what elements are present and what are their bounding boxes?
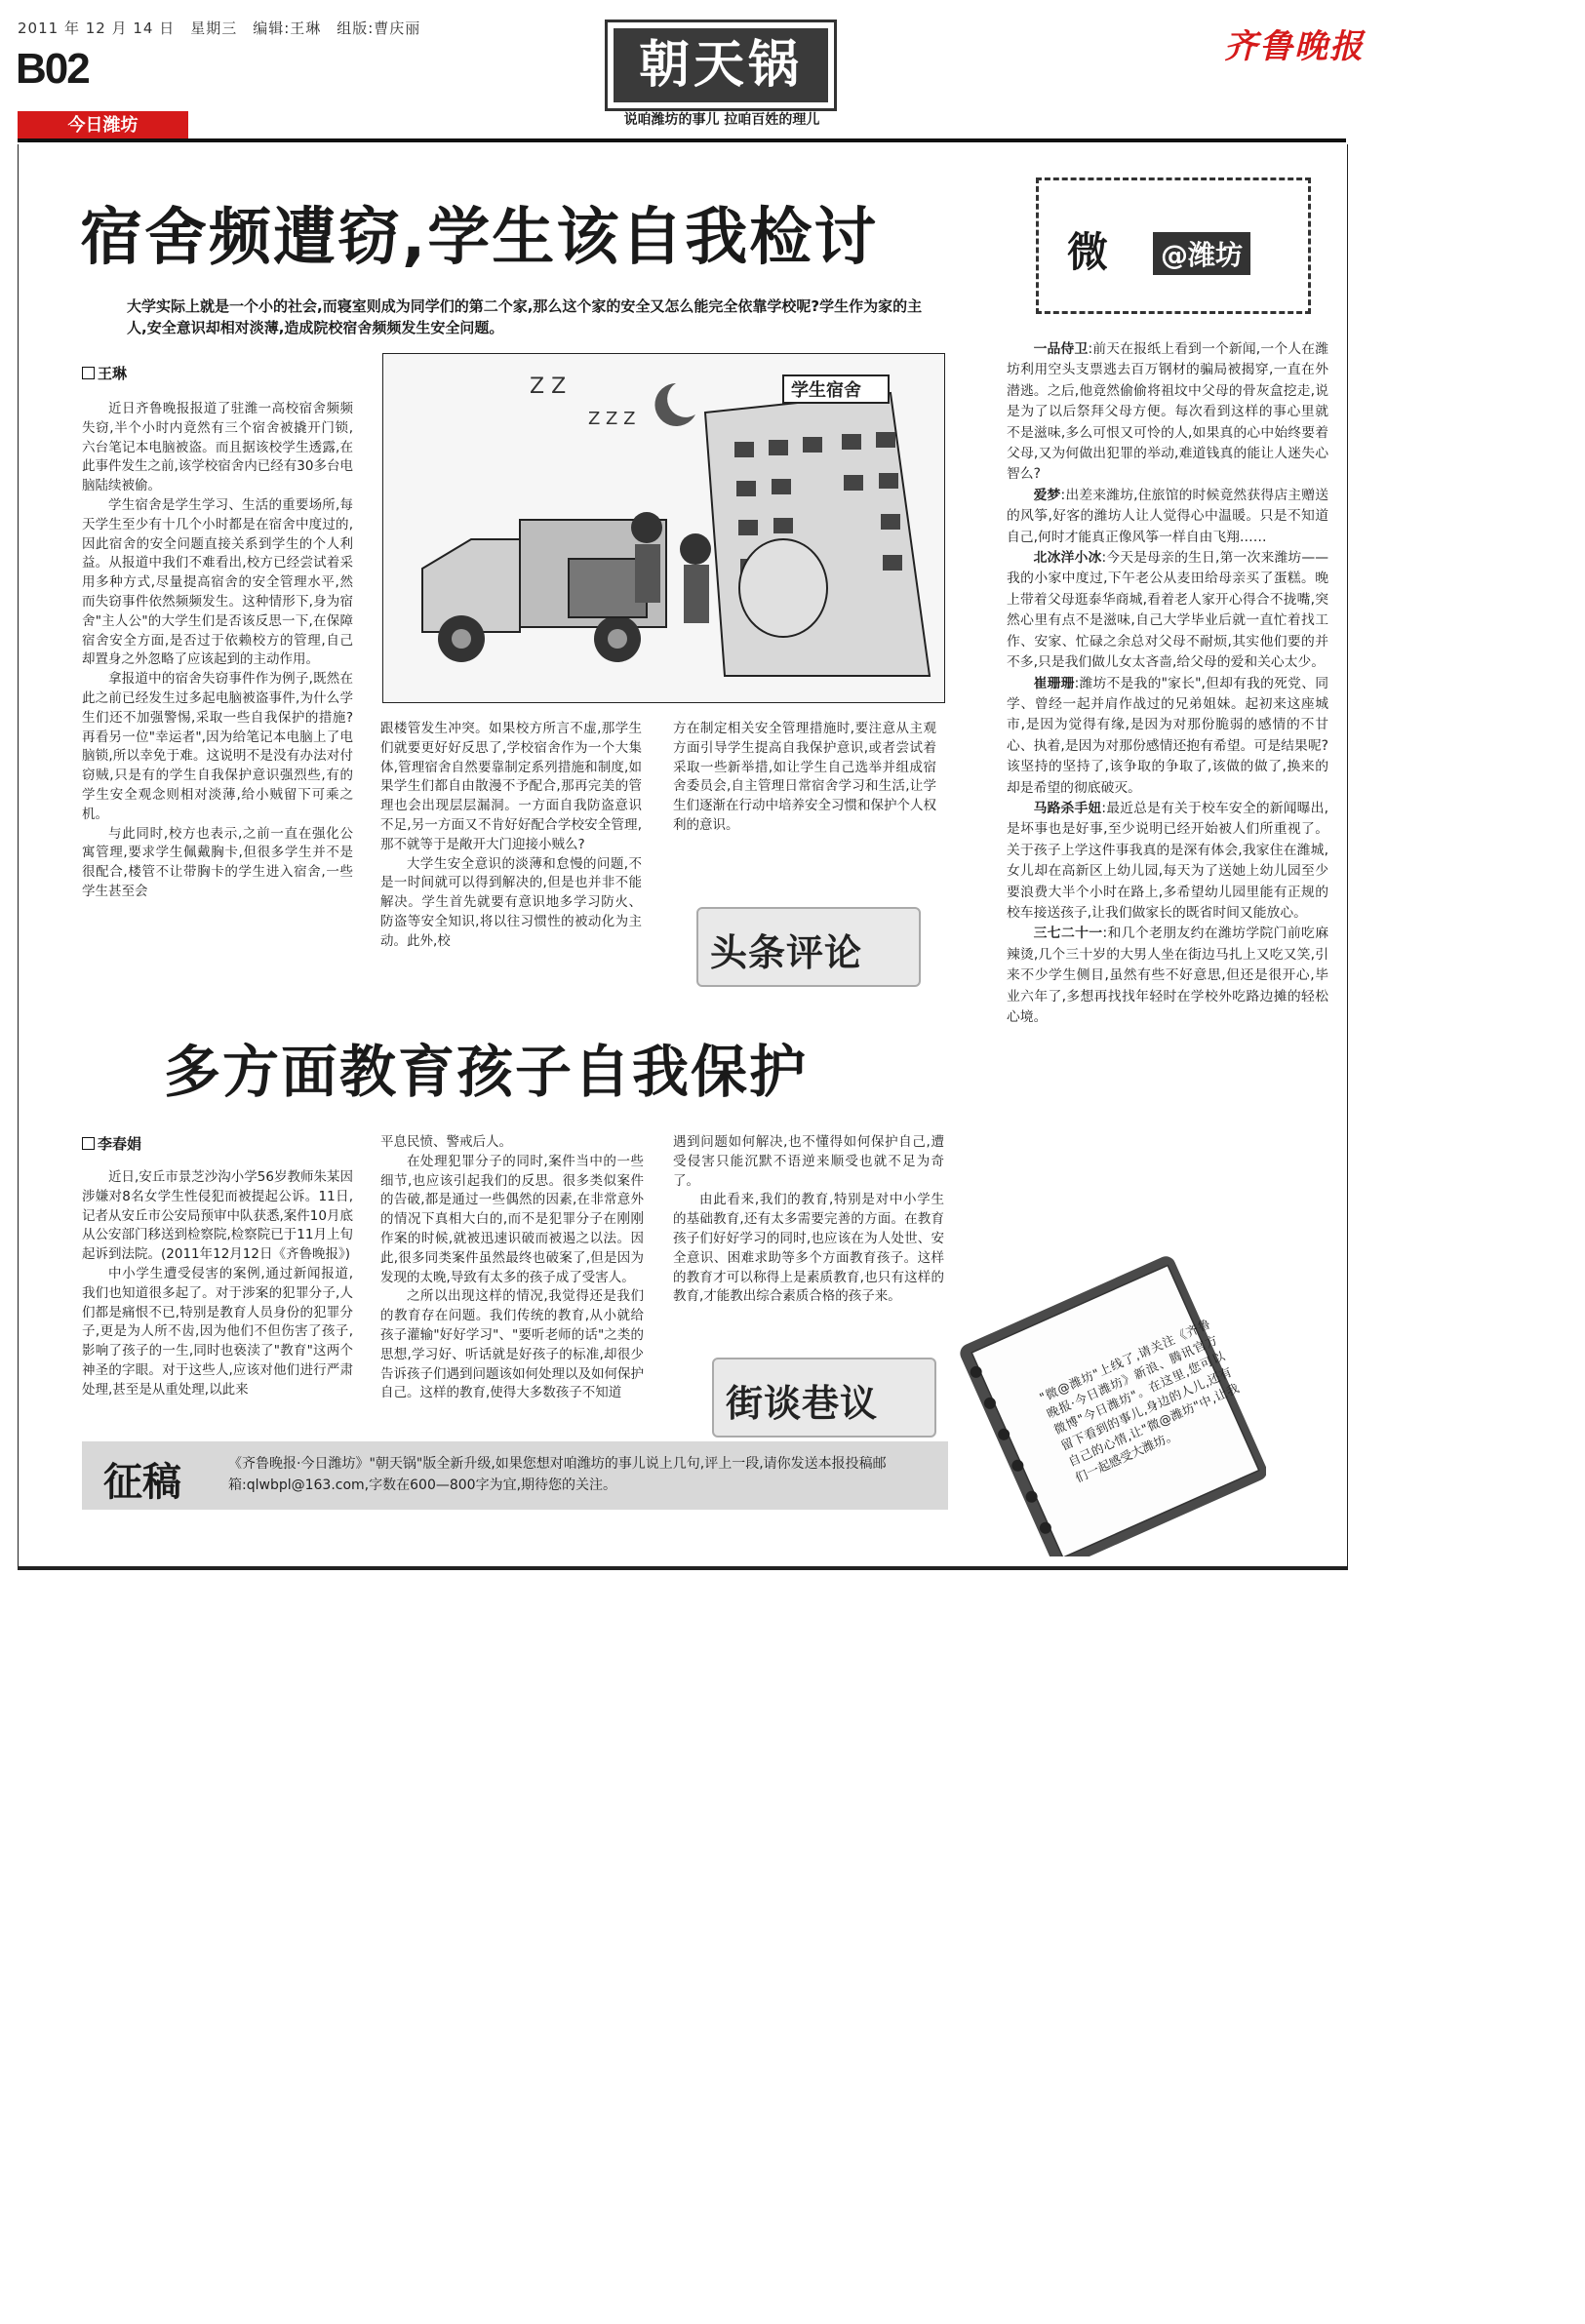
article2-col2 bbox=[380, 1133, 644, 1403]
paragraph: 学生宿舍是学生学习、生活的重要场所,每天学生至少有十几个小时都是在宿舍中度过的,因此宿舍的安全问题直接关系到学生的个人利益。从报道中我们不难看出,校方已经尝试着采用多种方式,尽量提高宿舍的安全管理水平,然而失窃事件依然频频发生。这种情形下,身为宿舍"主人公"的大学生们是否该反思一下,在保障宿舍安全方面,是否过于依赖校方的管理,自己却置身之外忽略了应该起到的主动作用。 bbox=[82, 496, 353, 668]
post-author: 北冰洋小冰 bbox=[1033, 550, 1102, 567]
building-sign: 学生宿舍 bbox=[791, 380, 861, 401]
svg-text:Z Z Z: Z Z Z bbox=[588, 409, 636, 429]
paragraph: 平息民愤、警戒后人。 bbox=[380, 1134, 512, 1150]
post-author: 马路杀手妞 bbox=[1033, 800, 1102, 816]
weibo-post bbox=[1007, 339, 1328, 486]
call-for-papers-text: 《齐鲁晚报·今日潍坊》"朝天锅"版全新升级,如果您想对咱潍坊的事儿说上几句,评上一段,请你发送本报投稿邮箱:qlwbpl@163.com,字数在600—800字为宜,期待您的关注。 bbox=[228, 1456, 887, 1493]
article1-headline: 宿舍频遭窃,学生该自我检讨 bbox=[80, 202, 879, 274]
paragraph: 由此看来,我们的教育,特别是对中小学生的基础教育,还有太多需要完善的方面。在教育孩子们好好学习的同时,也应该在为人处世、安全意识、困难求助等多个方面教育孩子。这样的教育才可以称得上是素质教育,也只有这样的教育,才能教出综合素质合格的孩子来。 bbox=[673, 1192, 944, 1305]
paragraph: 跟楼管发生冲突。如果校方所言不虚,那学生们就要更好好反思了,学校宿舍作为一个大集体,管理宿舍自然要靠制定系列措施和制度,如果学生们都自由散漫不予配合,那再完美的管理也会出现层层漏洞。一方面自我防盗意识不足,另一方面又不肯好好配合学校安全管理,那不就等于是敞开大门迎接小贼么? bbox=[380, 721, 642, 852]
post-text: :前天在报纸上看到一个新闻,一个人在潍坊利用空头支票逃去百万钢材的骗局被揭穿,一直在外潜逃。之后,他竟然偷偷将祖坟中父母的骨灰盒挖走,说是为了以后祭拜父母方便。每次看到这样的事心里就不是滋味,多么可恨又可怜的人,如果真的心中始终要着父母,又为何做出犯罪的举动,难道钱真的能让人迷失心智么? bbox=[1007, 341, 1328, 483]
header-rule bbox=[18, 138, 1346, 142]
paragraph: 近日,安丘市景芝沙沟小学56岁教师朱某因涉嫌对8名女学生性侵犯而被提起公诉。11日,记者从安丘市公安局预审中队获悉,案件10月底从公安部门移送到检察院,检察院已于11月上旬起诉到法院。(2011年12月12日《齐鲁晚报》) bbox=[82, 1169, 353, 1263]
newspaper-masthead: 齐鲁晚报 bbox=[1224, 27, 1365, 66]
article1-col1 bbox=[82, 400, 353, 902]
headline-comment-badge bbox=[696, 907, 921, 987]
paragraph: 之所以出现这样的情况,我觉得还是我们的教育存在问题。我们传统的教育,从小就给孩子灌输"好好学习"、"要听老师的话"之类的思想,学习好、听话就是好孩子的标准,却很少告诉孩子们遇到问题该如何处理以及如何保护自己。这样的教育,使得大多数孩子不知道 bbox=[380, 1288, 644, 1401]
weibo-post bbox=[1007, 674, 1328, 799]
weibo-post bbox=[1007, 924, 1328, 1028]
stamp-label: @潍坊 bbox=[1153, 232, 1250, 275]
byline-square-icon bbox=[82, 367, 95, 379]
call-for-papers-title: 征稿 bbox=[103, 1459, 181, 1505]
weibo-stamp bbox=[1036, 177, 1311, 314]
article2-author: 李春娟 bbox=[98, 1135, 142, 1153]
article2-col1 bbox=[82, 1168, 353, 1400]
post-text: :潍坊不是我的"家长",但却有我的死党、同学、曾经一起并肩作战过的兄弟姐妹。起初来这座城市,是因为觉得有缘,是因为对那份脆弱的感情的不甘心、执着,是因为对那份感情还抱有希望。可是结果呢?该坚持的坚持了,该争取的争取了,该做的做了,换来的却是希望的彻底破灭。 bbox=[1007, 675, 1329, 796]
badge-label: 街谈巷议 bbox=[726, 1381, 879, 1425]
post-text: :出差来潍坊,住旅馆的时候竟然获得店主赠送的风筝,好客的潍坊人让人觉得心中温暖。只是不知道自己,何时才能真正像风筝一样自由飞翔…… bbox=[1007, 487, 1329, 545]
section-tab: 今日潍坊 bbox=[18, 111, 188, 140]
paragraph: 在处理犯罪分子的同时,案件当中的一些细节,也应该引起我们的反思。很多类似案件的告破,都是通过一些偶然的因素,在非常意外的情况下真相大白的,而不是犯罪分子在刚刚作案的时候,就被迅速识破而被遏之以法。因此,很多同类案件虽然最终也破案了,但是因为发现的太晚,导致有太多的孩子成了受害人。 bbox=[380, 1153, 644, 1285]
notebook-text: "微@潍坊"上线了,请关注《齐鲁晚报·今日潍坊》新浪、腾讯官方微博"今日潍坊"。在这里,您可以留下看到的事儿,身边的人儿,还有自己的心情,让"微@潍坊"中,让我们一起感受大潍坊。 bbox=[1037, 1316, 1242, 1485]
page-number: B02 bbox=[16, 45, 89, 93]
article1-byline bbox=[82, 363, 127, 383]
post-author: 崔珊珊 bbox=[1033, 675, 1075, 691]
column-name: 朝天锅 bbox=[614, 28, 828, 102]
post-text: :今天是母亲的生日,第一次来潍坊——我的小家中度过,下午老公从麦田给母亲买了蛋糕。晚上带着父母逛泰华商城,看着老人家开心得合不拢嘴,突然心里有点不是滋味,自己大学毕业后就一直忙着找工作、安家、忙碌之余总对父母不耐烦,其实他们要的并不多,只是我们做儿女太吝啬,给父母的爱和关心太少。 bbox=[1007, 550, 1328, 671]
paragraph: 方在制定相关安全管理措施时,要注意从主观方面引导学生提高自我保护意识,或者尝试着采取一些新举措,如让学生自己选举并组成宿舍委员会,自主管理日常宿舍学习和生活,让学生们逐渐在行动中培养安全习惯和保护个人权利的意识。 bbox=[673, 721, 936, 833]
paragraph: 近日齐鲁晚报报道了驻潍一高校宿舍频频失窃,半个小时内竟然有三个宿舍被撬开门锁,六台笔记本电脑被盗。而且据该校学生透露,在此事件发生之前,该学校宿舍内已经有30多台电脑陆续被偷。 bbox=[82, 401, 353, 494]
column-logo bbox=[605, 20, 837, 111]
paragraph: 中小学生遭受侵害的案例,通过新闻报道,我们也知道很多起了。对于涉案的犯罪分子,人们都是痛恨不已,特别是教育人员身份的犯罪分子,更是为人所不齿,因为他们不但伤害了孩子,影响了孩子的一生,同时也亵渎了"教育"这两个神圣的字眼。对于这些人,应该对他们进行严肃处理,甚至是从重处理,以此来 bbox=[82, 1265, 353, 1398]
article2-headline: 多方面教育孩子自我保护 bbox=[164, 1039, 809, 1105]
article2-col3 bbox=[673, 1133, 944, 1307]
article2-byline bbox=[82, 1133, 141, 1154]
svg-text:Z Z: Z Z bbox=[530, 374, 567, 399]
weibo-post bbox=[1007, 548, 1328, 673]
byline-square-icon bbox=[82, 1137, 95, 1150]
post-author: 三七二十一 bbox=[1033, 926, 1103, 942]
article1-col2 bbox=[380, 720, 642, 952]
article1-col3 bbox=[673, 720, 936, 836]
weibo-post bbox=[1007, 486, 1328, 548]
date-editor-line: 2011 年 12 月 14 日 星期三 编辑:王琳 组版:曹庆丽 bbox=[18, 20, 421, 37]
column-slogan: 说咱潍坊的事儿 拉咱百姓的理儿 bbox=[623, 112, 820, 128]
street-talk-badge bbox=[712, 1358, 936, 1438]
weibo-post bbox=[1007, 799, 1328, 924]
weibo-posts bbox=[1007, 339, 1328, 1028]
paragraph: 拿报道中的宿舍失窃事件作为例子,既然在此之前已经发生过多起电脑被盗事件,为什么学生们还不加强警惕,采取一些自我保护的措施?再看另一位"幸运者",因为给笔记本电脑上了电脑锁,所以幸免于难。这说明不是没有办法对付窃贼,只是有的学生自我保护意识强烈些,有的学生安全观念则相对淡薄,给小贼留下可乘之机。 bbox=[82, 671, 353, 822]
call-for-papers-bar bbox=[82, 1441, 948, 1510]
badge-label: 头条评论 bbox=[710, 930, 863, 974]
article1-illustration bbox=[382, 353, 945, 703]
article1-author: 王琳 bbox=[98, 365, 128, 382]
post-author: 爱梦 bbox=[1033, 487, 1061, 503]
paragraph: 与此同时,校方也表示,之前一直在强化公寓管理,要求学生佩戴胸卡,但很多学生并不是很配合,楼管不让带胸卡的学生进入宿舍,一些学生甚至会 bbox=[82, 825, 353, 899]
weibo-notebook bbox=[944, 1254, 1266, 1556]
dormitory-theft-cartoon bbox=[383, 354, 944, 702]
paragraph: 大学生安全意识的淡薄和怠慢的问题,不是一时间就可以得到解决的,但是也并非不能解决。学生首先就要有意识地多学习防火、防盗等安全知识,将以往习惯性的被动化为主动。此外,校 bbox=[380, 855, 642, 949]
post-author: 一品侍卫 bbox=[1033, 341, 1089, 357]
paragraph: 遇到问题如何解决,也不懂得如何保护自己,遭受侵害只能沉默不语逆来顺受也就不足为奇了。 bbox=[673, 1134, 944, 1189]
article1-lead: 大学实际上就是一个小的社会,而寝室则成为同学们的第二个家,那么这个家的安全又怎么能完全依靠学校呢?学生作为家的主人,安全意识却相对淡薄,造成院校宿舍频频发生安全问题。 bbox=[127, 297, 923, 336]
post-text: :和几个老朋友约在潍坊学院门前吃麻辣烫,几个三十岁的大男人坐在街边马扎上又吃又笑,引来不少学生侧目,虽然有些不好意思,但还是很开心,毕业六年了,多想再找找年轻时在学校外吃路边摊的轻松心境。 bbox=[1007, 926, 1329, 1025]
stamp-char: 微 bbox=[1067, 228, 1109, 276]
post-text: :最近总是有关于校车安全的新闻曝出,是坏事也是好事,至少说明已经开始被人们所重视了。关于孩子上学这件事我真的是深有体会,我家住在潍城,女儿却在高新区上幼儿园,每天为了送她上幼儿园至少要浪费大半个小时在路上,多希望幼儿园里能有正规的校车接送孩子,让我们做家长的既省时间又能放心。 bbox=[1007, 800, 1328, 921]
